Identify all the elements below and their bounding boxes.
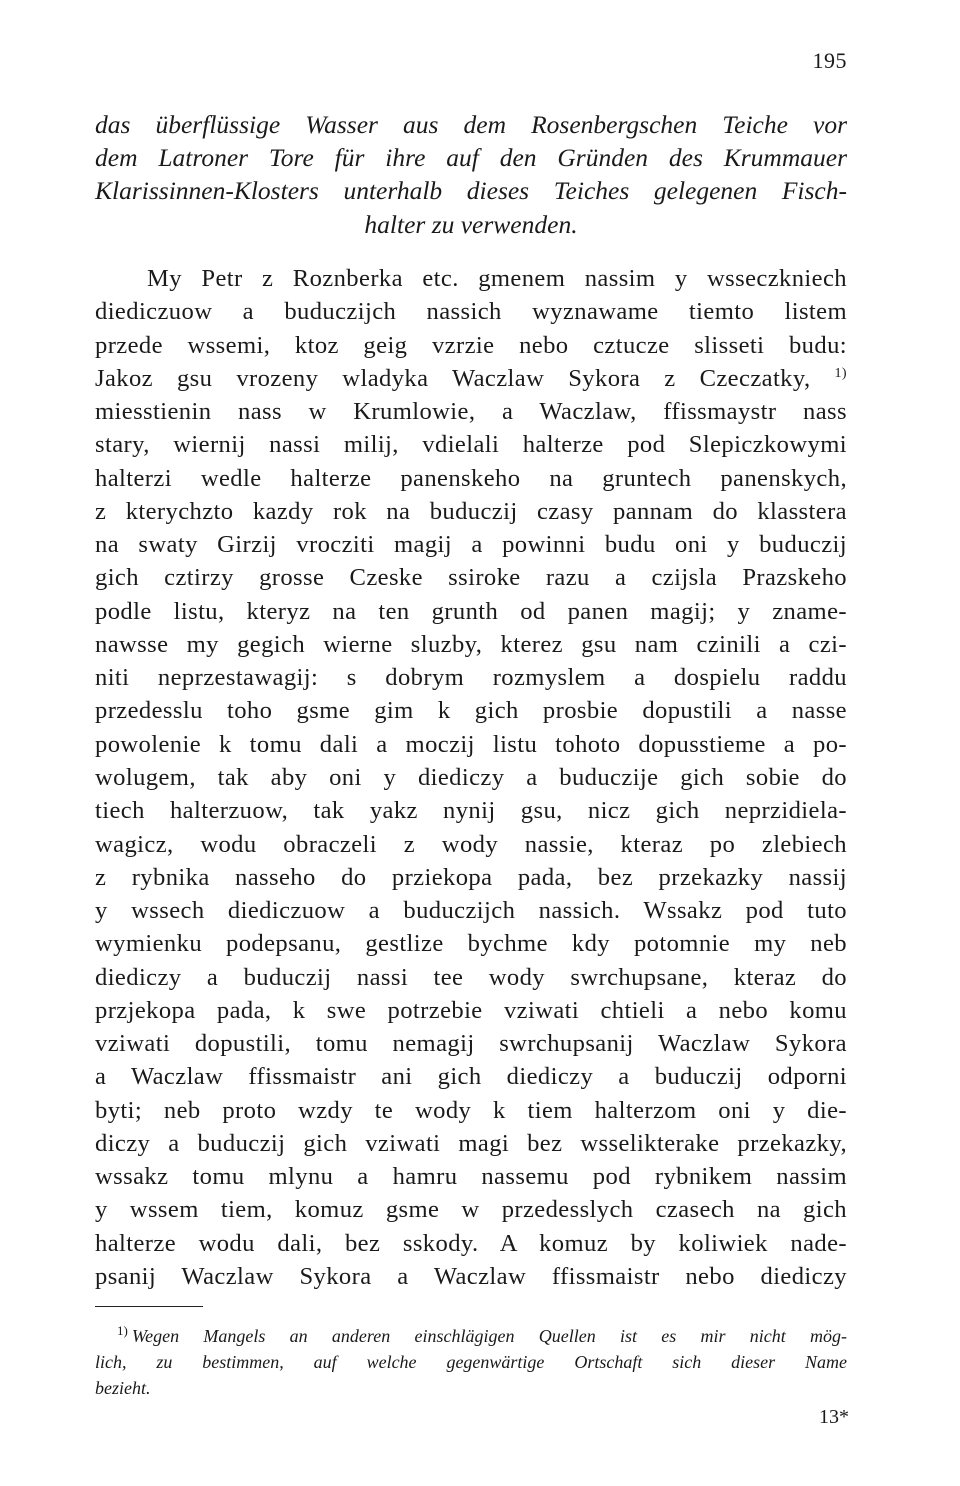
document-body [95, 262, 847, 1293]
body-line-with-footnote-ref [95, 362, 847, 395]
body-line: z kterychzto kazdy rok na buduczij czasy pannam do klasstera [95, 497, 847, 525]
body-line: halterze wodu dali, bez sskody. A komuz by koliwiek nade- [95, 1229, 847, 1257]
footnote-marker: 1) [117, 1323, 128, 1338]
body-line: diediczy a buduczij nassi tee wody swrchupsane, kteraz do [95, 963, 847, 991]
body-line: gich cztirzy grosse Czeske ssiroke razu a czijsla Prazskeho [95, 564, 847, 592]
body-line: przede wssemi, ktoz geig vzrzie nebo cztucze slisseti budu: [95, 331, 847, 359]
page-number: 195 [812, 48, 847, 73]
footnote-line: lich, zu bestimmen, auf welche gegenwärtige Ortschaft sich dieser Name [95, 1352, 847, 1372]
body-line: na swaty Girzij vrocziti magij a powinni budu oni y buduczij [95, 531, 847, 559]
body-line: przedesslu toho gsme gim k gich prosbie dopustili a nasse [95, 697, 847, 725]
body-line: psanij Waczlaw Sykora a Waczlaw ffissmaistr nebo diediczy [95, 1262, 847, 1290]
body-line: podle listu, kteryz na ten grunth od panen magij; y zname- [95, 597, 847, 625]
body-line: y wssech diediczuow a buduczijch nassich. Wssakz pod tuto [95, 897, 847, 925]
regest-line: halter zu verwenden. [364, 209, 578, 239]
regest-line: das überflüssige Wasser aus dem Rosenbergschen Teiche vor [95, 110, 847, 139]
body-line: niti neprzestawagij: s dobrym rozmyslem a dospielu raddu [95, 664, 847, 692]
body-line: miesstienin nass w Krumlowie, a Waczlaw, ffissmaystr nass [95, 398, 847, 426]
body-line: diediczuow a buduczijch nassich wyznawame tiemto listem [95, 298, 847, 326]
footnote [95, 1318, 847, 1401]
body-line: halterzi wedle halterze panenskeho na gruntech panenskych, [95, 464, 847, 492]
body-line: powolenie k tomu dali a moczij listu tohoto dopusstieme a po- [95, 730, 847, 758]
body-line: a Waczlaw ffissmaistr ani gich diediczy a buduczij odporni [95, 1063, 847, 1091]
body-line: wolugem, tak aby oni y diediczy a buduczije gich sobie do [95, 763, 847, 791]
footnote-line-text: Wegen Mangels an anderen einschlägigen Quellen ist es mir nicht mög- [131, 1326, 847, 1346]
body-line: diczy a buduczij gich vziwati magi bez wsselikterake przekazky, [95, 1129, 847, 1157]
regest-line: Klarissinnen-Klosters unterhalb dieses Teiches gelegenen Fisch- [95, 176, 847, 206]
signature-mark: 13* [819, 1406, 849, 1428]
body-line: wssakz tomu mlynu a hamru nassemu pod rybnikem nassim [95, 1163, 847, 1191]
body-line: tiech halterzuow, tak yakz nynij gsu, nicz gich neprzidiela- [95, 797, 847, 825]
body-line: nawsse my gegich wierne sluzby, kterez gsu nam czinili a czi- [95, 630, 847, 658]
footnote-reference: 1) [834, 365, 847, 381]
regest-summary [95, 108, 847, 241]
body-line: przjekopa pada, k swe potrzebie vziwati chtieli a nebo komu [95, 996, 847, 1024]
body-line: wymienku podepsanu, gestlize bychme kdy potomnie my neb [95, 930, 847, 958]
footnote-divider [95, 1306, 203, 1307]
body-line: stary, wiernij nassi milij, vdielali halterze pod Slepiczkowymi [95, 431, 847, 459]
body-line: y wssem tiem, komuz gsme w przedesslych czasech na gich [95, 1196, 847, 1224]
body-line: vziwati dopustili, tomu nemagij swrchupsanij Waczlaw Sykora [95, 1030, 847, 1058]
body-line: z rybnika nasseho do prziekopa pada, bez przekazky nassij [95, 863, 847, 891]
footnote-line: bezieht. [95, 1378, 151, 1398]
body-line: My Petr z Roznberka etc. gmenem nassim y wsseczkniech [147, 265, 847, 292]
regest-line: dem Latroner Tore für ihre auf den Gründen des Krummauer [95, 143, 847, 173]
body-line-text: Jakoz gsu vrozeny wladyka Waczlaw Sykora z Czeczatky, [95, 364, 811, 392]
body-line: byti; neb proto wzdy te wody k tiem halterzom oni y die- [95, 1096, 847, 1124]
footnote-line [95, 1318, 847, 1349]
body-line: wagicz, wodu obraczeli z wody nassie, kteraz po zlebiech [95, 830, 847, 858]
